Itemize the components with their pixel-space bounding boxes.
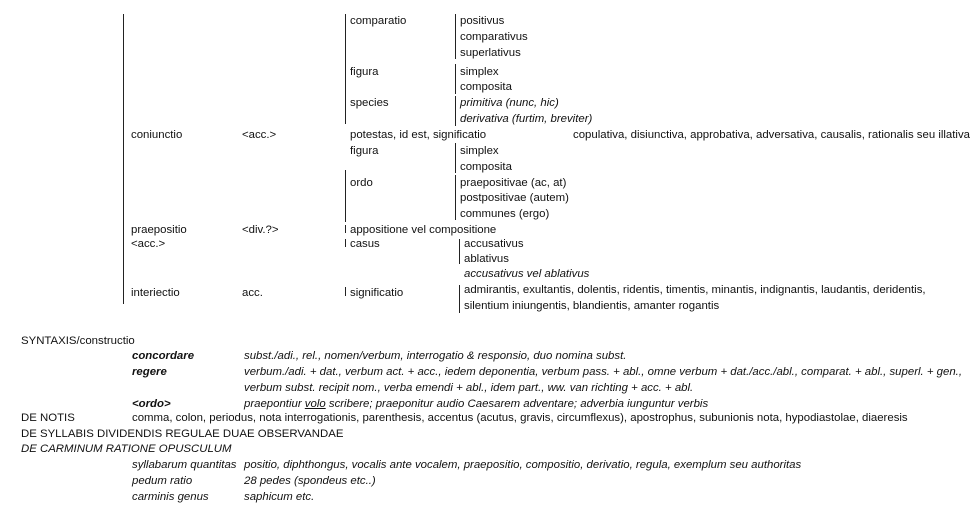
sub-bracket-line (345, 170, 346, 222)
leaf-simplex: simplex (460, 145, 499, 157)
term-pedum: pedum ratio (132, 475, 193, 487)
node-comparatio: comparatio (350, 15, 407, 27)
ordo-text-volo: volo (304, 398, 326, 410)
coniunctio-case: <acc.> (242, 129, 277, 141)
interiectio-case: acc. (242, 287, 263, 299)
heading-de-carminum: DE CARMINUM RATIONE OPUSCULUM (21, 443, 232, 455)
heading-de-notis: DE NOTIS (21, 412, 75, 424)
node-potestas: potestas, id est, significatio (350, 129, 487, 141)
node-praepositio: praepositio (131, 224, 187, 236)
sub-bracket-line (345, 14, 346, 124)
node-coniunctio: coniunctio (131, 129, 183, 141)
leaf-positivus: positivus (460, 15, 505, 27)
term-concordare: concordare (132, 350, 195, 362)
concordare-text: subst./adi., rel., nomen/verbum, interrogatio & responsio, duo nomina subst. (244, 350, 627, 362)
leaf-derivativa: derivativa (furtim, breviter) (460, 113, 593, 125)
term-syllabarum: syllabarum quantitas (132, 459, 237, 471)
leaf-communes: communes (ergo) (460, 208, 550, 220)
leaf-postpositivae: postpositivae (autem) (460, 192, 569, 204)
regere-text-line2: verbum subst. recipit nom., verba emendi + abl., idem part., ww. van richting + acc. + abl. (244, 382, 694, 394)
leaf-comparativus: comparativus (460, 31, 528, 43)
node-species: species (350, 97, 389, 109)
regere-text-line1: verbum./adi. + dat., verbum act. + acc., iedem deponentia, verbum pass. + abl., omne verbum + dat./acc./abl., comparat. + abl., superl. + gen., (244, 366, 962, 378)
praepositio-case: <div.?> (242, 224, 279, 236)
leaf-superlativus: superlativus (460, 47, 521, 59)
leaf-simplex: simplex (460, 66, 499, 78)
leaf-ablativus: ablativus (464, 253, 509, 265)
heading-syntaxis: SYNTAXIS/constructio (21, 335, 135, 347)
leaf-accusativus: accusativus (464, 238, 524, 250)
ordo-text-post: scribere; praeponitur audio Caesarem adventare; adverbia iunguntur verbis (325, 398, 709, 410)
term-regere: regere (132, 366, 167, 378)
leaf-praepositivae: praepositivae (ac, at) (460, 177, 567, 189)
leaf-bracket-line (345, 239, 346, 247)
node-ordo: ordo (350, 177, 373, 189)
syllabarum-text: positio, diphthongus, vocalis ante vocalem, praepositio, compositio, derivatio, regula, exemplum seu authoritas (244, 459, 802, 471)
de-notis-text: comma, colon, periodus, nota interrogationis, parenthesis, accentus (acutus, gravis, circumflexus), apostrophus, subunionis nota, hypodiastolae, diaeresis (132, 412, 908, 424)
leaf-composita: composita (460, 81, 512, 93)
leaf-acc-vel-abl: accusativus vel ablativus (464, 268, 590, 280)
leaf-primitiva: primitiva (nunc, hic) (460, 97, 559, 109)
ordo-text (244, 398, 708, 411)
carminis-text: saphicum etc. (244, 491, 315, 503)
pedum-text: 28 pedes (spondeus etc..) (244, 475, 376, 487)
node-acc: <acc.> (131, 238, 166, 250)
term-carminis: carminis genus (132, 491, 209, 503)
leaf-admirantis: admirantis, exultantis, dolentis, ridentis, timentis, minantis, indignantis, laudantis, deridentis, (464, 284, 926, 296)
heading-de-syllabis: DE SYLLABIS DIVIDENDIS REGULAE DUAE OBSERVANDAE (21, 428, 344, 440)
leaf-bracket-line (459, 239, 460, 264)
leaf-bracket-line (455, 64, 456, 94)
term-ordo: <ordo> (132, 398, 171, 410)
ordo-text-pre: praepontiur (244, 398, 305, 410)
node-casus: casus (350, 238, 380, 250)
node-interiectio: interiectio (131, 287, 180, 299)
leaf-bracket-line (455, 143, 456, 173)
leaf-bracket-line (345, 225, 346, 233)
leaf-bracket-line (455, 175, 456, 220)
outer-bracket-line (123, 14, 124, 304)
leaf-composita: composita (460, 161, 512, 173)
leaf-silentium: silentium iniungentis, blandientis, amanter rogantis (464, 300, 720, 312)
potestas-list: copulativa, disiunctiva, approbativa, adversativa, causalis, rationalis seu illativa (573, 129, 970, 141)
leaf-bracket-line (345, 287, 346, 296)
leaf-bracket-line (459, 285, 460, 313)
leaf-bracket-line (455, 14, 456, 59)
node-figura: figura (350, 66, 379, 78)
leaf-bracket-line (455, 96, 456, 126)
node-appositione: appositione vel compositione (350, 224, 497, 236)
node-figura: figura (350, 145, 379, 157)
node-significatio: significatio (350, 287, 404, 299)
